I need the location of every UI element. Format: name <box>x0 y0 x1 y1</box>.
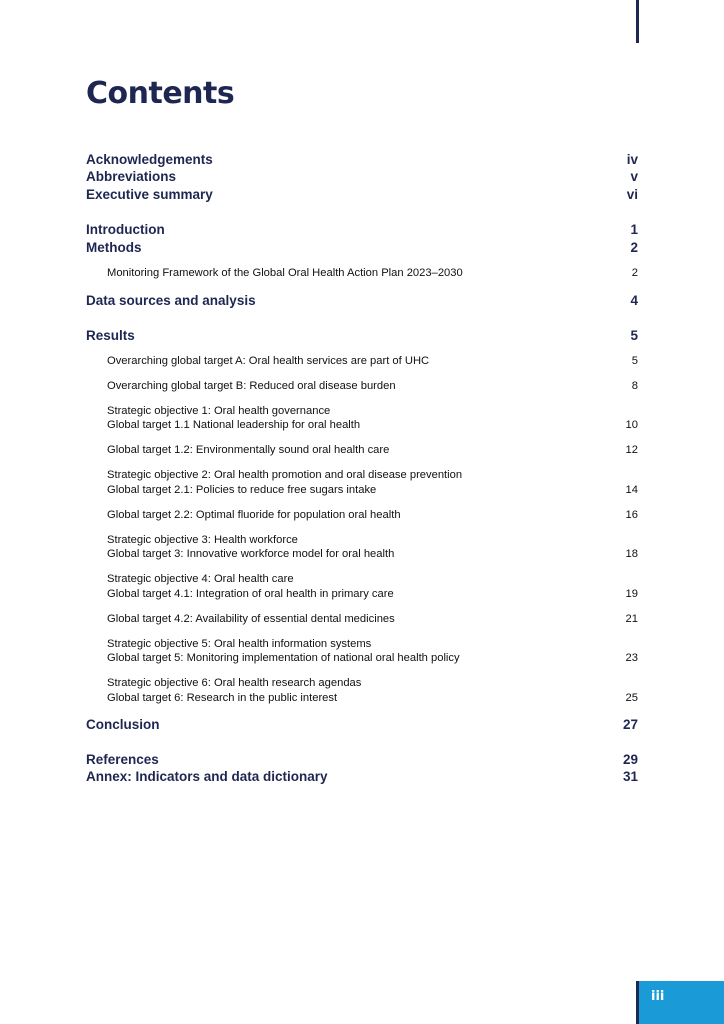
toc-heading-strategic-objective-6: Strategic objective 6: Oral health research agendas <box>107 677 362 689</box>
toc-label: Global target 6: Research in the public interest <box>107 692 338 704</box>
toc-label: Global target 4.1: Integration of oral health in primary care <box>107 588 394 600</box>
toc-label: Global target 3: Innovative workforce model for oral health <box>107 548 395 560</box>
toc-entry-references[interactable] <box>86 752 638 767</box>
toc-heading-strategic-objective-5: Strategic objective 5: Oral health information systems <box>107 638 372 650</box>
toc-page-number: 21 <box>625 613 638 625</box>
toc-entry-global-target-5[interactable] <box>107 652 638 664</box>
toc-label: Global target 1.2: Environmentally sound oral health care <box>107 444 390 456</box>
toc-entry-data-sources[interactable] <box>86 293 638 308</box>
toc-entry-conclusion[interactable] <box>86 717 638 732</box>
toc-label: Executive summary <box>86 187 213 202</box>
toc-label: Methods <box>86 240 142 255</box>
toc-entry-global-target-2-1[interactable] <box>107 484 638 496</box>
toc-heading-strategic-objective-1: Strategic objective 1: Oral health governance <box>107 405 331 417</box>
toc-page-number: vi <box>626 187 638 202</box>
toc-page-number: 18 <box>625 548 638 560</box>
toc-entry-global-target-1-2[interactable] <box>107 444 638 456</box>
toc-entry-executive-summary[interactable] <box>86 187 638 202</box>
toc-page-number: 23 <box>625 652 638 664</box>
toc-entry-annex[interactable] <box>86 769 638 784</box>
toc-label: Global target 2.2: Optimal fluoride for population oral health <box>107 509 401 521</box>
toc-label: Conclusion <box>86 717 160 732</box>
toc-page-number: 5 <box>631 355 638 367</box>
toc-entry-acknowledgements[interactable] <box>86 152 638 167</box>
toc-page-number: v <box>630 169 638 184</box>
toc-page-number: 10 <box>625 419 638 431</box>
toc-label: References <box>86 752 159 767</box>
toc-page-number: 19 <box>625 588 638 600</box>
toc-page-number: 14 <box>625 484 638 496</box>
toc-label: Abbreviations <box>86 169 177 184</box>
toc-entry-target-b[interactable] <box>107 380 638 392</box>
toc-page-number: 31 <box>622 769 638 784</box>
toc-page-number: 25 <box>625 692 638 704</box>
toc-page-number: 16 <box>625 509 638 521</box>
toc-label: Overarching global target B: Reduced oral disease burden <box>107 380 396 392</box>
toc-entry-global-target-6[interactable] <box>107 692 638 704</box>
toc-heading-strategic-objective-4: Strategic objective 4: Oral health care <box>107 573 294 585</box>
toc-entry-global-target-3[interactable] <box>107 548 638 560</box>
toc-entry-abbreviations[interactable] <box>86 169 638 184</box>
toc-label: Acknowledgements <box>86 152 213 167</box>
toc-entry-global-target-4-1[interactable] <box>107 588 638 600</box>
toc-page-number: 29 <box>622 752 638 767</box>
toc-heading-strategic-objective-2: Strategic objective 2: Oral health promotion and oral disease prevention <box>107 469 463 481</box>
toc-page-number: 8 <box>631 380 638 392</box>
toc-label: Monitoring Framework of the Global Oral Health Action Plan 2023–2030 <box>107 267 463 279</box>
toc-label: Data sources and analysis <box>86 293 256 308</box>
toc-page-number: 2 <box>631 267 638 279</box>
toc-entry-methods[interactable] <box>86 240 638 255</box>
toc-label: Global target 2.1: Policies to reduce free sugars intake <box>107 484 377 496</box>
toc-page-number: iv <box>626 152 638 167</box>
toc-entry-global-target-4-2[interactable] <box>107 613 638 625</box>
toc-page-number: 12 <box>625 444 638 456</box>
toc-entry-global-target-2-2[interactable] <box>107 509 638 521</box>
toc-entry-global-target-1-1[interactable] <box>107 419 638 431</box>
page-number: iii <box>651 989 665 1004</box>
toc-page-number: 2 <box>630 240 638 255</box>
page-title: Contents <box>86 76 235 111</box>
page-number-tab <box>636 981 724 1024</box>
toc-label: Results <box>86 328 135 343</box>
toc-entry-monitoring-framework[interactable] <box>107 267 638 279</box>
toc-page-number: 27 <box>622 717 638 732</box>
toc-label: Global target 5: Monitoring implementation of national oral health policy <box>107 652 460 664</box>
toc-page-number: 4 <box>630 293 638 308</box>
toc-entry-target-a[interactable] <box>107 355 638 367</box>
toc-heading-strategic-objective-3: Strategic objective 3: Health workforce <box>107 534 298 546</box>
toc-label: Global target 1.1 National leadership for oral health <box>107 419 361 431</box>
toc-label: Overarching global target A: Oral health services are part of UHC <box>107 355 430 367</box>
toc-entry-introduction[interactable] <box>86 222 638 237</box>
toc-label: Global target 4.2: Availability of essential dental medicines <box>107 613 395 625</box>
toc-page-number: 5 <box>630 328 638 343</box>
toc-page-number: 1 <box>630 222 638 237</box>
toc-label: Annex: Indicators and data dictionary <box>86 769 328 784</box>
toc-label: Introduction <box>86 222 165 237</box>
toc-entry-results[interactable] <box>86 328 638 343</box>
